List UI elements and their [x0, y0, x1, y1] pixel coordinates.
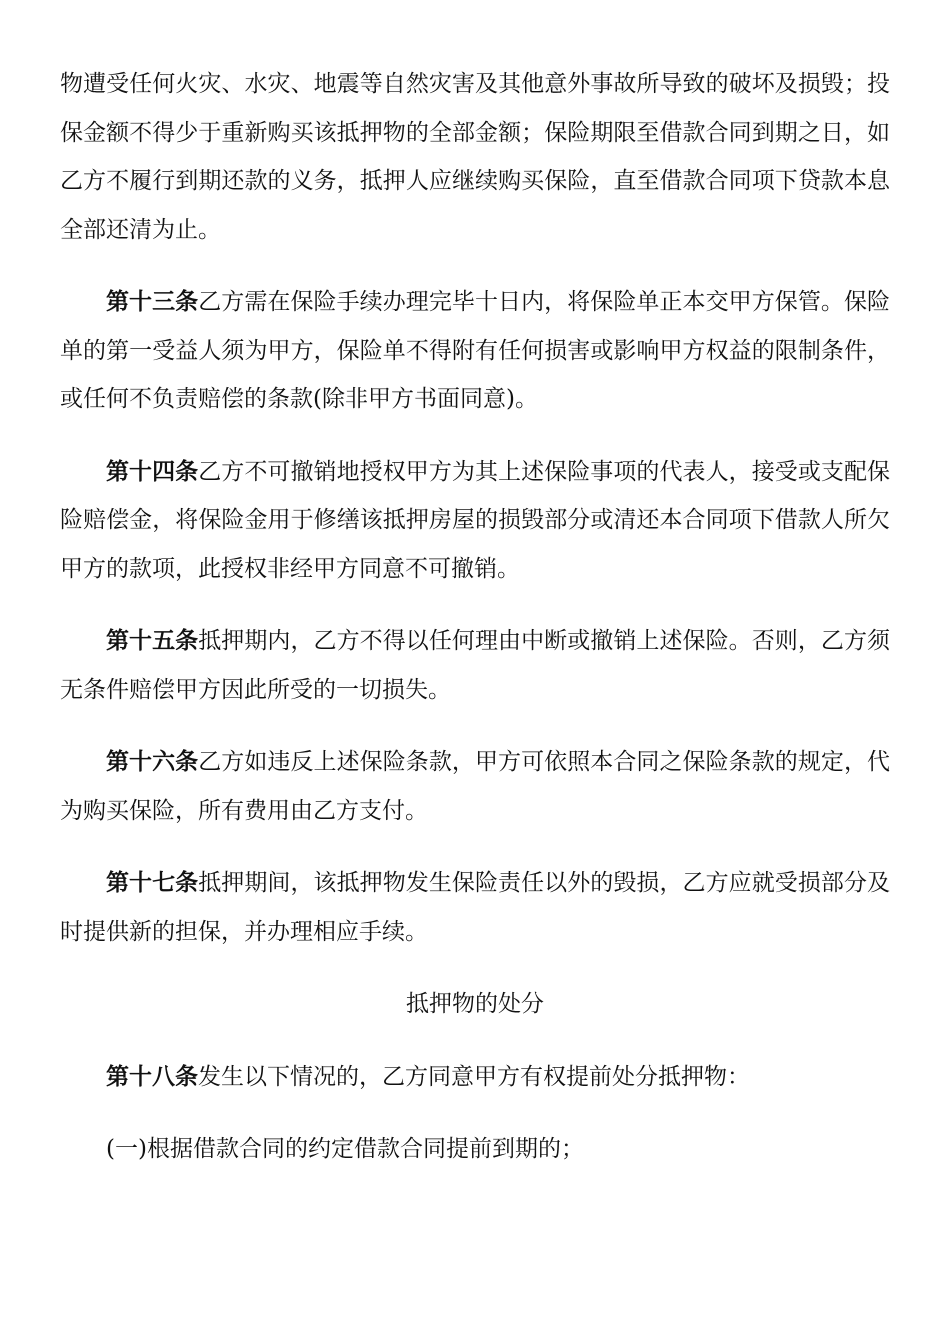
article-text: 发生以下情况的，乙方同意甲方有权提前处分抵押物： [198, 1063, 750, 1090]
paragraph-text: 物遭受任何火灾、水灾、地震等自然灾害及其他意外事故所导致的破坏及损毁；投保金额不得少于重新购买该抵押物的全部金额；保险期限至借款合同到期之日，如乙方不履行到期还款的义务，抵押人应继续购买保险，直至借款合同项下贷款本息全部还清为止。 [60, 71, 890, 243]
article-15 [60, 617, 890, 714]
list-item-text: (一)根据借款合同的约定借款合同提前到期的； [106, 1136, 584, 1162]
article-label: 第十八条 [106, 1062, 198, 1090]
article-16 [60, 738, 890, 835]
article-text: 乙方如违反上述保险条款，甲方可依照本合同之保险条款的规定，代为购买保险，所有费用由乙方支付。 [60, 749, 891, 824]
article-label: 第十三条 [106, 288, 199, 315]
article-18 [60, 1053, 890, 1102]
paragraph-continuation [60, 60, 890, 254]
article-text: 抵押期内，乙方不得以任何理由中断或撤销上述保险。否则，乙方须无条件赔偿甲方因此所受的一切损失。 [60, 628, 891, 703]
article-text: 乙方需在保险手续办理完毕十日内，将保险单正本交甲方保管。保险单的第一受益人须为甲方，保险单不得附有任何损害或影响甲方权益的限制条件，或任何不负责赔偿的条款(除非甲方书面同意)。 [60, 289, 891, 412]
list-item-1 [60, 1125, 890, 1174]
section-heading: 抵押物的处分 [406, 991, 544, 1017]
article-label: 第十七条 [106, 869, 199, 896]
article-13 [60, 278, 890, 424]
article-17 [60, 859, 890, 956]
article-14 [60, 448, 890, 594]
article-text: 乙方不可撤销地授权甲方为其上述保险事项的代表人，接受或支配保险赔偿金，将保险金用于修缮该抵押房屋的损毁部分或清还本合同项下借款人所欠甲方的款项，此授权非经甲方同意不可撤销。 [60, 458, 891, 582]
article-text: 抵押期间，该抵押物发生保险责任以外的毁损，乙方应就受损部分及时提供新的担保，并办理相应手续。 [60, 870, 891, 945]
article-label: 第十四条 [106, 457, 199, 485]
article-label: 第十六条 [106, 748, 199, 775]
article-label: 第十五条 [106, 627, 199, 654]
